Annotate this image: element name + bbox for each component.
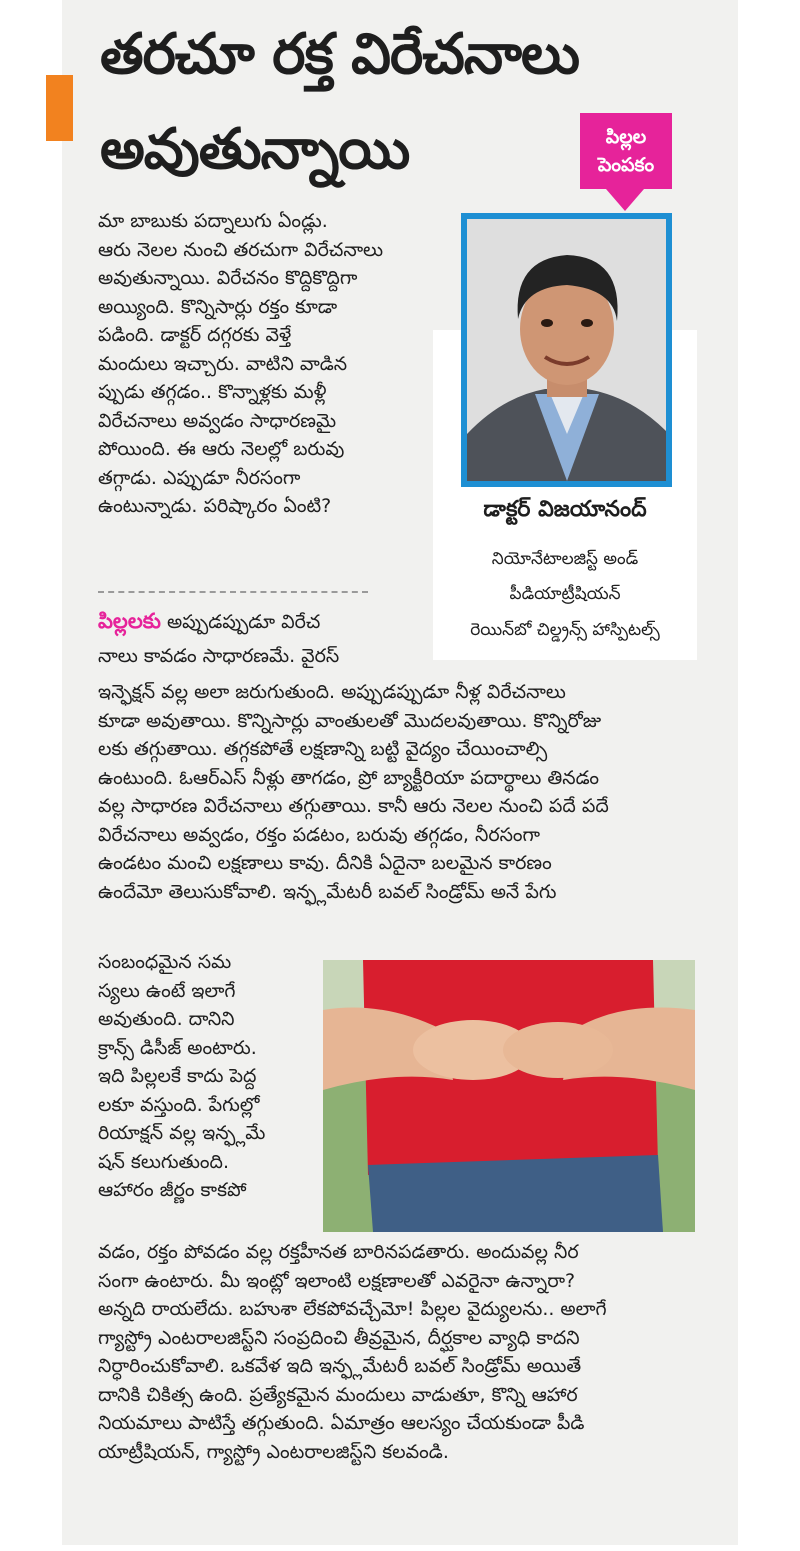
doctor-hospital: రెయిన్‌బో చిల్డ్రన్స్ హాస్పిటల్స్ [470,620,660,640]
answer-line: ఇది పిల్లలకే కాదు పెద్ద [98,1065,257,1087]
answer-line: క్రాన్స్ డిసీజ్ అంటారు. [98,1036,257,1059]
question-answer-divider [98,591,368,593]
question-line: ఆరు నెలల నుంచి తరచుగా విరేచనాలు [98,238,384,261]
answer-line: నియమాలు పాటిస్తే తగ్గుతుంది. ఏమాత్రం ఆలస్యం చేయకుండా పీడి [98,1412,585,1434]
question-line: పడింది. డాక్టర్ దగ్గరకు వెళ్తే [98,324,292,346]
answer-line: వడం, రక్తం పోవడం వల్ల రక్తహీనత బారినపడతారు. అందువల్ల నీర [98,1241,579,1263]
question-line: మందులు ఇచ్చారు. వాటిని వాడిన [98,352,348,375]
child-stomach-illustration [323,960,695,1232]
question-line: ఉంటున్నాడు. పరిష్కారం ఏంటి? [98,495,332,517]
answer-line: ఇన్ఫెక్షన్ వల్ల అలా జరుగుతుంది. అప్పుడప్పుడూ నీళ్ల విరేచనాలు [98,681,566,703]
answer-line: సంగా ఉంటారు. మీ ఇంట్లో ఇలాంటి లక్షణాలతో ఎవరైనా ఉన్నారా? [98,1269,576,1292]
headline-line-1: తరచూ రక్త విరేచనాలు [100,22,580,87]
doctor-title-line-1: నియోనేటాలజిస్ట్ అండ్ [491,549,639,569]
doctor-portrait-illustration [467,219,666,481]
column-tag-line-2: పెంపకం [597,154,655,176]
answer-line: కూడా అవుతాయి. కొన్నిసార్లు వాంతులతో మొదలవుతాయి. కొన్నిరోజు [98,709,602,732]
doctor-photo [467,219,666,481]
answer-line: లకూ వస్తుంది. పేగుల్లో [98,1093,260,1116]
answer-line: ఉంటుంది. ఓఆర్ఎస్ నీళ్లు తాగడం, ప్రో బ్యాక్టీరియా పదార్థాలు తినడం [98,766,599,789]
answer-line: గ్యాస్ట్రో ఎంటరాలజిస్ట్‌ని సంప్రదించి తీవ్రమైన, దీర్ఘకాల వ్యాధి కాదని [98,1326,580,1349]
answer-line: యాట్రీషియన్, గ్యాస్ట్రో ఎంటరాలజిస్ట్‌ని కలవండి. [98,1440,449,1463]
answer-line: అవుతుంది. దానిని [98,1008,235,1030]
question-line: విరేచనాలు అవ్వడం సాధారణమై [98,409,337,432]
column-tag-line-1: పిల్లల [605,126,647,148]
answer-line: ఉందేమో తెలుసుకోవాలి. ఇన్ఫ్లమేటరీ బవల్ సిండ్రోమ్ అనే పేగు [98,880,557,903]
doctor-name: డాక్టర్ విజయానంద్ [483,497,647,522]
question-line: తగ్గాడు. ఎప్పుడూ నీరసంగా [98,466,301,489]
answer-lead-word: పిల్లలకు [98,609,161,633]
answer-line: నాలు కావడం సాధారణమే. వైరస్ [98,645,340,667]
answer-line: స్యలు ఉంటే ఇలాగే [98,979,236,1002]
answer-line: ఆహారం జీర్ణం కాకపో [98,1179,247,1201]
answer-first-line-rest: అప్పుడప్పుడూ విరేచ [160,611,321,633]
answer-line: వల్ల సాధారణ విరేచనాలు తగ్గుతాయి. కానీ ఆరు నెలల నుంచి పదే పదే [98,795,609,817]
answer-line: రియాక్షన్ వల్ల ఇన్ఫ్లమే [98,1122,266,1144]
answer-first-line [98,607,320,637]
answer-line: అన్నది రాయలేదు. బహుశా లేకపోవచ్చేమో! పిల్లల వైద్యులను.. అలాగే [98,1298,607,1320]
answer-line: షన్ కలుగుతుంది. [98,1150,229,1173]
section-marker [46,75,73,141]
answer-line: విరేచనాలు అవ్వడం, రక్తం పడటం, బరువు తగ్గడం, నీరసంగా [98,823,541,846]
answer-line: నిర్ధారించుకోవాలి. ఒకవేళ ఇది ఇన్ఫ్లమేటరీ బవల్ సిండ్రోమ్ అయితే [98,1355,582,1377]
question-line: అవుతున్నాయి. విరేచనం కొద్దికొద్దిగా [98,267,358,289]
question-line: మా బాబుకు పద్నాలుగు ఏండ్లు. [98,210,328,232]
answer-line: సంబంధమైన సమ [98,951,232,973]
answer-line: ఉండటం మంచి లక్షణాలు కావు. దీనికి ఏదైనా బలమైన కారణం [98,852,552,874]
column-tag-pointer [606,189,644,211]
headline-line-2: అవుతున్నాయి [100,117,410,182]
answer-line: దానికి చికిత్స ఉంది. ప్రత్యేకమైన మందులు వాడుతూ, కొన్ని ఆహార [98,1383,578,1406]
child-stomach-photo [323,960,695,1232]
answer-line: లకు తగ్గుతాయి. తగ్గకపోతే లక్షణాన్ని బట్టి వైద్యం చేయించాల్సి [98,738,548,760]
column-tag [580,113,672,189]
doctor-title-line-2: పీడియాట్రీషియన్ [509,584,621,604]
question-line: ప్పుడు తగ్గడం.. కొన్నాళ్లకు మళ్లీ [98,381,327,403]
question-line: అయ్యింది. కొన్నిసార్లు రక్తం కూడా [98,295,338,318]
question-line: పోయింది. ఈ ఆరు నెలల్లో బరువు [98,438,345,460]
